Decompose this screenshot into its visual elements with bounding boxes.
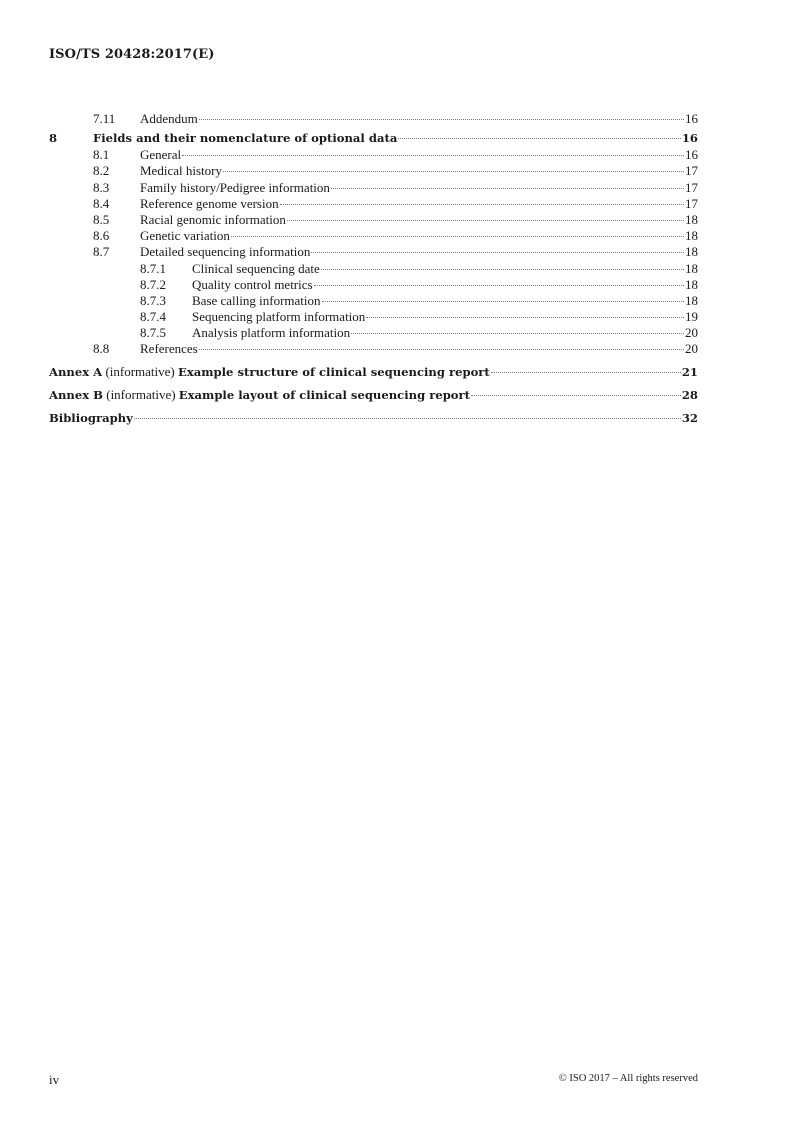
toc-entry-number: 8.7.3 <box>140 292 166 308</box>
annex-label: Annex A <box>49 364 103 379</box>
toc-entry-title: Clinical sequencing date <box>192 260 320 276</box>
toc-entry-page: 20 <box>685 325 698 341</box>
toc-entry[interactable] <box>49 163 698 179</box>
dot-leader <box>182 155 684 156</box>
dot-leader <box>322 301 684 302</box>
toc-entry[interactable] <box>49 341 698 357</box>
toc-entry-sub[interactable] <box>49 277 698 293</box>
toc-entry-annex-a[interactable] <box>49 363 698 381</box>
toc-entry-page: 32 <box>681 410 698 425</box>
toc-entry-number: 8.7.5 <box>140 325 166 341</box>
toc-entry-bibliography[interactable] <box>49 409 698 427</box>
annex-title: Example layout of clinical sequencing report <box>178 387 470 402</box>
toc-entry[interactable] <box>49 111 698 127</box>
toc-entry-annex-b[interactable] <box>49 386 698 404</box>
toc-entry[interactable] <box>49 228 698 244</box>
toc-entry-page: 17 <box>685 179 698 195</box>
toc-entry-title: General <box>140 147 182 163</box>
toc-entry-page: 28 <box>681 387 698 402</box>
dot-leader <box>471 395 681 396</box>
toc-entry-title: Detailed sequencing information <box>140 244 311 260</box>
toc-entry-title: Sequencing platform information <box>192 309 366 325</box>
toc-entry-title: Analysis platform information <box>192 325 351 341</box>
toc-entry[interactable] <box>49 147 698 163</box>
table-of-contents <box>49 111 698 427</box>
dot-leader <box>223 171 684 172</box>
toc-entry-title: References <box>140 341 198 357</box>
toc-entry-number: 8.8 <box>93 341 110 357</box>
toc-entry-number: 8.6 <box>93 228 110 244</box>
dot-leader <box>231 236 684 237</box>
toc-entry-title: Racial genomic information <box>140 211 286 227</box>
annex-kind: (informative) <box>106 386 176 402</box>
annex-title: Example structure of clinical sequencing report <box>178 364 490 379</box>
toc-entry-page: 17 <box>685 163 698 179</box>
toc-entry-page: 18 <box>685 211 698 227</box>
annex-label: Annex B <box>49 387 103 402</box>
toc-entry-page: 16 <box>681 131 698 146</box>
toc-entry-title: Base calling information <box>192 292 321 308</box>
toc-entry-number: 8.7.1 <box>140 260 166 276</box>
toc-entry-sub[interactable] <box>49 261 698 277</box>
toc-entry-page: 16 <box>685 147 698 163</box>
toc-entry[interactable] <box>49 244 698 260</box>
toc-entry-sub[interactable] <box>49 325 698 341</box>
dot-leader <box>314 285 684 286</box>
toc-entry[interactable] <box>49 180 698 196</box>
annex-kind: (informative) <box>105 363 175 379</box>
toc-entry-title: Medical history <box>140 163 222 179</box>
toc-entry-number: 8.7.2 <box>140 276 166 292</box>
toc-entry-title: Genetic variation <box>140 228 230 244</box>
dot-leader <box>398 138 681 139</box>
toc-entry-title: Family history/Pedigree information <box>140 179 330 195</box>
toc-entry-title: Addendum <box>140 111 198 126</box>
toc-entry-number: 8.4 <box>93 195 110 211</box>
dot-leader <box>331 188 684 189</box>
toc-entry-clause[interactable] <box>49 129 698 147</box>
dot-leader <box>321 269 684 270</box>
toc-entry-page: 17 <box>685 195 698 211</box>
dot-leader <box>280 204 684 205</box>
dot-leader <box>199 119 684 120</box>
toc-entry-sub[interactable] <box>49 293 698 309</box>
toc-entry-sub[interactable] <box>49 309 698 325</box>
toc-entry-title: Quality control metrics <box>192 276 313 292</box>
toc-entry-number: 8.1 <box>93 147 110 163</box>
toc-entry[interactable] <box>49 212 698 228</box>
toc-entry-title: Fields and their nomenclature of optional data <box>93 131 398 146</box>
toc-entry-number: 8.2 <box>93 163 110 179</box>
dot-leader <box>351 333 684 334</box>
toc-entry-page: 18 <box>685 228 698 244</box>
toc-entry-title: Reference genome version <box>140 195 279 211</box>
toc-entry-page: 18 <box>685 260 698 276</box>
toc-entry-number: 7.11 <box>93 111 116 126</box>
toc-entry[interactable] <box>49 196 698 212</box>
dot-leader <box>199 349 684 350</box>
toc-entry-page: 18 <box>685 244 698 260</box>
toc-entry-page: 21 <box>681 364 698 379</box>
dot-leader <box>491 372 681 373</box>
toc-entry-number: 8.7.4 <box>140 309 166 325</box>
toc-entry-number: 8 <box>49 131 58 146</box>
toc-entry-page: 16 <box>685 111 698 126</box>
copyright-notice: © ISO 2017 – All rights reserved <box>558 1073 698 1084</box>
toc-entry-number: 8.7 <box>93 244 110 260</box>
page-number: iv <box>49 1072 60 1087</box>
dot-leader <box>366 317 684 318</box>
bibliography-title: Bibliography <box>49 410 133 425</box>
toc-entry-number: 8.3 <box>93 179 110 195</box>
toc-entry-page: 19 <box>685 309 698 325</box>
toc-entry-number: 8.5 <box>93 211 110 227</box>
toc-entry-page: 18 <box>685 292 698 308</box>
toc-entry-page: 20 <box>685 341 698 357</box>
dot-leader <box>287 220 684 221</box>
document-id-header: ISO/TS 20428:2017(E) <box>49 47 215 62</box>
dot-leader <box>134 418 681 419</box>
toc-entry-page: 18 <box>685 276 698 292</box>
dot-leader <box>311 252 684 253</box>
